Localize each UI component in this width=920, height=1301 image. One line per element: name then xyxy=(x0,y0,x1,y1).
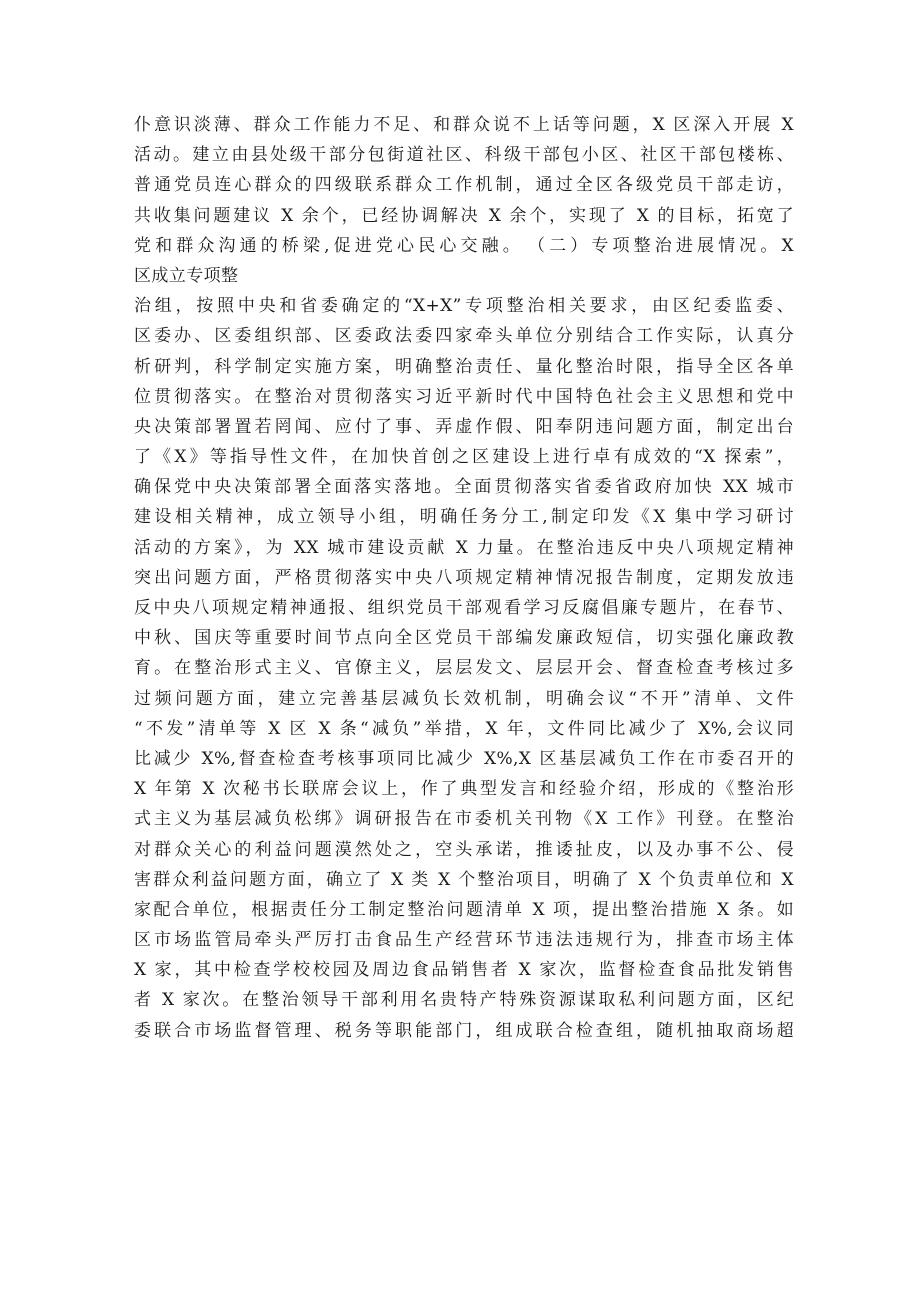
text-line: 仆意识淡薄、群众工作能力不足、和群众说不上话等问题，X 区深入开展 X xyxy=(134,115,794,135)
body-text xyxy=(134,110,794,1046)
text-line: 区市场监管局牵头严厉打击食品生产经营环节违法违规行为，排查市场主体 xyxy=(134,930,794,951)
text-line: 家配合单位，根据责任分工制定整治问题清单 X 项，提出整治措施 X 条。如 xyxy=(134,899,794,920)
text-line: 对群众关心的利益问题漠然处之，空头承诺，推诿扯皮，以及办事不公、侵 xyxy=(134,839,794,860)
text-line: 共收集问题建议 X 余个，已经协调解决 X 余个，实现了 X 的目标，拓宽了 xyxy=(134,205,794,226)
text-line: X 家，其中检查学校校园及周边食品销售者 X 家次，监督检查食品批发销售 xyxy=(134,960,794,981)
text-line: 中秋、国庆等重要时间节点向全区党员干部编发廉政短信，切实强化廉政教 xyxy=(134,628,794,649)
text-line: 党和群众沟通的桥梁,促进党心民心交融。 （二）专项整治进展情况。X xyxy=(134,235,794,256)
text-line: 区委办、区委组织部、区委政法委四家牵头单位分别结合工作实际，认真分 xyxy=(134,326,794,347)
text-line: 了《X》等指导性文件，在加快首创之区建设上进行卓有成效的“X 探索”， xyxy=(134,447,794,468)
text-line: 位贯彻落实。在整治对贯彻落实习近平新时代中国特色社会主义思想和党中 xyxy=(134,386,794,407)
text-line: 害群众利益问题方面，确立了 X 类 X 个整治项目，明确了 X 个负责单位和 X xyxy=(134,869,794,890)
text-line: 突出问题方面，严格贯彻落实中央八项规定精神情况报告制度，定期发放违 xyxy=(134,567,794,588)
text-line: 活动的方案》，为 XX 城市建设贡献 X 力量。在整治违反中央八项规定精神 xyxy=(134,537,794,558)
text-line: X 年第 X 次秘书长联席会议上，作了典型发言和经验介绍，形成的《整治形 xyxy=(134,779,794,800)
text-line: 析研判，科学制定实施方案，明确整治责任、量化整治时限，指导全区各单 xyxy=(134,356,794,377)
text-line: 普通党员连心群众的四级联系群众工作机制，通过全区各级党员干部走访， xyxy=(134,175,794,196)
text-line: 比减少 X%,督查检查考核事项同比减少 X%,X 区基层减负工作在市委召开的 xyxy=(134,748,794,769)
text-line: 治组，按照中央和省委确定的“X+X”专项整治相关要求，由区纪委监委、 xyxy=(134,296,794,317)
text-line: 式主义为基层减负松绑》调研报告在市委机关刊物《X 工作》刊登。在整治 xyxy=(134,809,794,830)
text-line: 育。在整治形式主义、官僚主义，层层发文、层层开会、督查检查考核过多 xyxy=(134,658,794,679)
text-line: 者 X 家次。在整治领导干部利用名贵特产特殊资源谋取私利问题方面，区纪 xyxy=(134,990,794,1011)
text-line: 过频问题方面，建立完善基层减负长效机制，明确会议“不开”清单、文件 xyxy=(134,688,794,709)
text-line: 委联合市场监督管理、税务等职能部门，组成联合检查组，随机抽取商场超 xyxy=(134,1020,794,1041)
text-line: 活动。建立由县处级干部分包街道社区、科级干部包小区、社区干部包楼栋、 xyxy=(134,145,794,166)
text-line: 区成立专项整 xyxy=(134,265,239,286)
text-line: 反中央八项规定精神通报、组织党员干部观看学习反腐倡廉专题片，在春节、 xyxy=(134,598,794,618)
text-line: 确保党中央决策部署全面落实落地。全面贯彻落实省委省政府加快 XX 城市 xyxy=(134,477,794,498)
text-line: 建设相关精神，成立领导小组，明确任务分工,制定印发《X 集中学习研讨 xyxy=(134,507,794,528)
text-line: 央决策部署置若罔闻、应付了事、弄虚作假、阳奉阴违问题方面，制定出台 xyxy=(134,416,794,437)
text-line: “不发”清单等 X 区 X 条“减负”举措，X 年，文件同比减少了 X%,会议同 xyxy=(134,718,794,739)
